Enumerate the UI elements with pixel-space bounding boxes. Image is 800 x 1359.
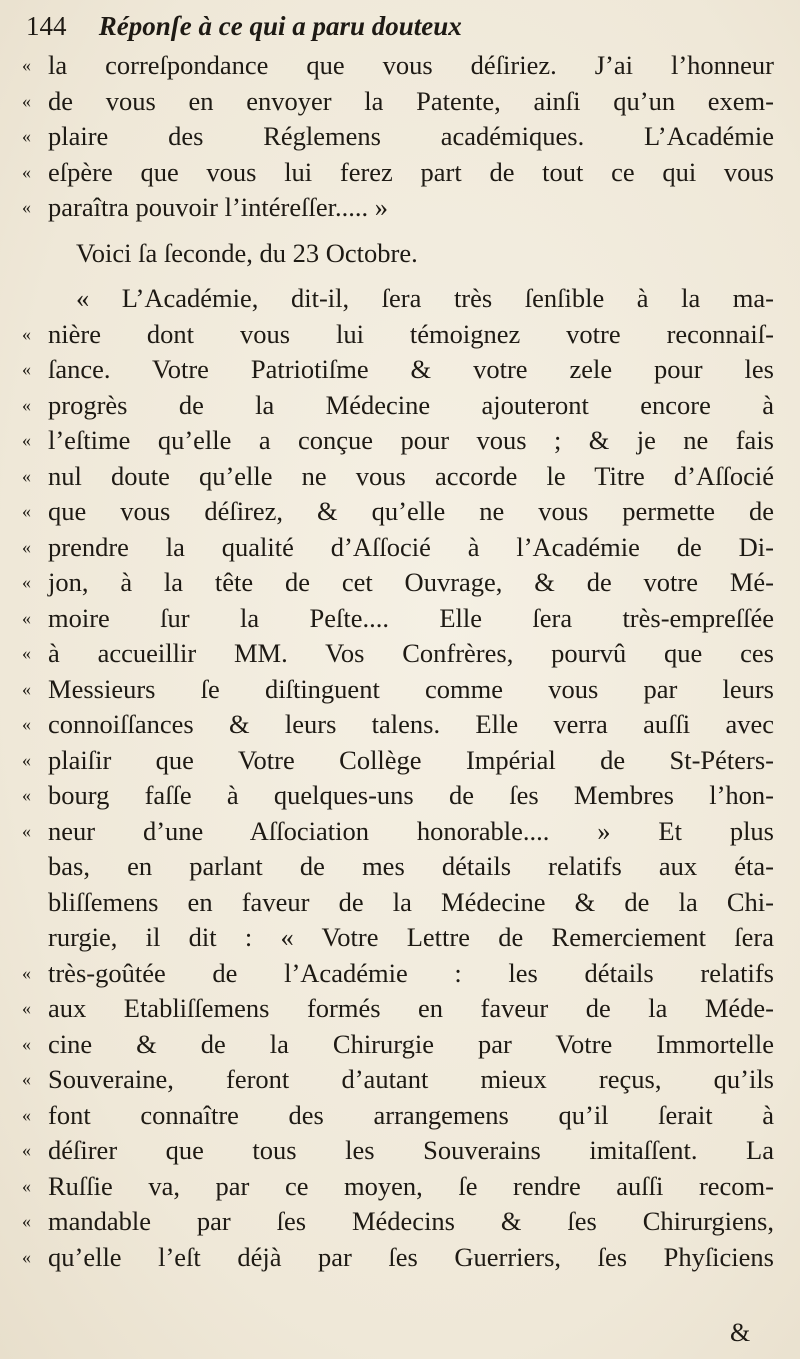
quote-mark: « bbox=[22, 465, 31, 486]
line-text: jon, à la tête de cet Ouvrage, & de votre Mé- bbox=[48, 567, 774, 597]
line-text: bourg faſſe à quelques-uns de ſes Membres l’hon- bbox=[48, 780, 774, 810]
quote-mark: « bbox=[22, 749, 31, 770]
text-line bbox=[22, 1240, 774, 1276]
line-text: déſirer que tous les Souverains imitaſſent. La bbox=[48, 1135, 774, 1165]
text-line bbox=[22, 565, 774, 601]
text-line bbox=[22, 601, 774, 637]
text-line bbox=[22, 1204, 774, 1240]
quote-mark bbox=[22, 281, 48, 317]
quote-mark: « bbox=[22, 1069, 31, 1089]
text-line bbox=[22, 530, 774, 566]
text-line bbox=[22, 885, 774, 921]
quote-mark: « bbox=[22, 323, 31, 344]
letter-one-ending bbox=[22, 48, 774, 226]
line-text: l’eſtime qu’elle a conçue pour vous ; & je ne fais bbox=[48, 425, 774, 455]
line-text: aux Etabliſſemens formés en faveur de la Méde- bbox=[48, 993, 774, 1023]
line-text: nul doute qu’elle ne vous accorde le Titre d’Aſſocié bbox=[48, 460, 774, 491]
text-line bbox=[22, 459, 774, 495]
text-line bbox=[22, 1098, 774, 1134]
quote-mark: « bbox=[22, 1140, 31, 1160]
line-text: rurgie, il dit : « Votre Lettre de Remerciement ſera bbox=[48, 922, 774, 952]
quote-mark: « bbox=[22, 536, 31, 557]
quote-mark: « bbox=[22, 90, 31, 111]
quote-mark: « bbox=[22, 394, 31, 415]
text-line bbox=[22, 352, 774, 388]
line-text: nière dont vous lui témoignez votre reconnaiſ- bbox=[48, 318, 774, 349]
text-line bbox=[22, 48, 774, 84]
line-text: à accueillir MM. Vos Confrères, pourvû que ces bbox=[48, 638, 774, 668]
text-line bbox=[22, 672, 774, 708]
line-text: très-goûtée de l’Académie : les détails relatifs bbox=[48, 957, 774, 988]
text-line bbox=[22, 814, 774, 850]
spacer bbox=[22, 271, 774, 281]
line-text: Messieurs ſe diſtinguent comme vous par leurs bbox=[48, 673, 774, 704]
quote-mark: « bbox=[22, 1104, 31, 1125]
quote-mark: « bbox=[22, 962, 31, 983]
text-line bbox=[22, 1133, 774, 1169]
quote-mark: « bbox=[22, 820, 31, 841]
text-line bbox=[22, 317, 774, 353]
quote-mark: « bbox=[22, 501, 31, 521]
quote-mark bbox=[22, 236, 48, 272]
line-text: ſance. Votre Patriotiſme & votre zele pour les bbox=[48, 354, 774, 384]
text-line bbox=[22, 281, 774, 317]
line-text: mandable par ſes Médecins & ſes Chirurgiens, bbox=[48, 1206, 774, 1236]
line-text: Ruſſie va, par ce moyen, ſe rendre auſſi recom- bbox=[48, 1170, 774, 1201]
text-line bbox=[22, 119, 774, 155]
line-text: qu’elle l’eſt déjà par ſes Guerriers, ſes Phyſiciens bbox=[48, 1241, 774, 1272]
line-text: bliſſemens en faveur de la Médecine & de la Chi- bbox=[48, 886, 774, 917]
second-letter-intro bbox=[22, 236, 774, 272]
quote-mark: « bbox=[22, 998, 31, 1018]
text-line bbox=[22, 1062, 774, 1098]
line-text: Souveraine, feront d’autant mieux reçus, qu’ils bbox=[48, 1064, 774, 1094]
quote-mark: « bbox=[22, 607, 31, 628]
quote-mark bbox=[22, 885, 48, 921]
letter-two bbox=[22, 281, 774, 1275]
quote-mark bbox=[22, 849, 48, 885]
quote-mark: « bbox=[22, 197, 31, 217]
quote-mark: « bbox=[22, 1033, 31, 1054]
line-text: neur d’une Aſſociation honorable.... » Et plus bbox=[48, 815, 774, 846]
text-line bbox=[22, 636, 774, 672]
quote-mark: « bbox=[22, 126, 31, 146]
text-line bbox=[22, 743, 774, 779]
spacer bbox=[22, 226, 774, 236]
quote-mark: « bbox=[22, 161, 31, 182]
line-text: de vous en envoyer la Patente, ainſi qu’un exem- bbox=[48, 85, 774, 116]
line-text: moire ſur la Peſte.... Elle ſera très-empreſſée bbox=[48, 602, 774, 633]
line-text: la correſpondance que vous déſiriez. J’ai l’honneur bbox=[48, 50, 774, 80]
line-text: cine & de la Chirurgie par Votre Immortelle bbox=[48, 1028, 774, 1059]
quote-mark: « bbox=[22, 785, 31, 805]
text-line bbox=[22, 494, 774, 530]
line-text: « L’Académie, dit-il, ſera très ſenſible à la ma- bbox=[76, 283, 774, 313]
quote-mark: « bbox=[22, 678, 31, 699]
text-line bbox=[22, 991, 774, 1027]
text-line bbox=[22, 1169, 774, 1205]
text-line bbox=[22, 849, 774, 885]
line-text: paraîtra pouvoir l’intéreſſer..... » bbox=[48, 192, 388, 222]
page-header bbox=[26, 6, 766, 46]
line-text: plaire des Réglemens académiques. L’Académie bbox=[48, 121, 774, 151]
text-line bbox=[22, 388, 774, 424]
quote-mark: « bbox=[22, 1246, 31, 1267]
line-text: eſpère que vous lui ferez part de tout ce qui vous bbox=[48, 156, 774, 187]
text-line bbox=[22, 920, 774, 956]
text-line bbox=[22, 707, 774, 743]
quote-mark: « bbox=[22, 1175, 31, 1196]
line-text: prendre la qualité d’Aſſocié à l’Académie de Di- bbox=[48, 531, 774, 562]
line-text: plaiſir que Votre Collège Impérial de St-Péters- bbox=[48, 744, 774, 775]
line-text: que vous déſirez, & qu’elle ne vous permette de bbox=[48, 496, 774, 526]
quote-mark: « bbox=[22, 572, 31, 592]
page-number: 144 bbox=[26, 11, 67, 41]
line-text: connoiſſances & leurs talens. Elle verra auſſi avec bbox=[48, 709, 774, 739]
intro-text: Voici ſa ſeconde, du 23 Octobre. bbox=[76, 237, 418, 268]
text-line bbox=[22, 155, 774, 191]
quote-mark bbox=[22, 920, 48, 956]
running-title: Réponſe à ce qui a paru douteux bbox=[98, 11, 462, 41]
line-text: font connaître des arrangemens qu’il ſerait à bbox=[48, 1099, 774, 1130]
line-text: progrès de la Médecine ajouteront encore à bbox=[48, 389, 774, 420]
catchword: & bbox=[730, 1318, 751, 1347]
quote-mark: « bbox=[22, 643, 31, 663]
quote-mark: « bbox=[22, 1211, 31, 1231]
text-line bbox=[22, 778, 774, 814]
text-line bbox=[22, 84, 774, 120]
text-line bbox=[22, 190, 774, 226]
body-text bbox=[22, 48, 774, 1275]
text-line bbox=[22, 956, 774, 992]
text-line bbox=[22, 1027, 774, 1063]
quote-mark: « bbox=[22, 430, 31, 450]
quote-mark: « bbox=[22, 714, 31, 734]
text-line bbox=[22, 423, 774, 459]
quote-mark: « bbox=[22, 359, 31, 379]
line-text: bas, en parlant de mes détails relatifs aux éta- bbox=[48, 851, 774, 881]
quote-mark: « bbox=[22, 55, 31, 75]
